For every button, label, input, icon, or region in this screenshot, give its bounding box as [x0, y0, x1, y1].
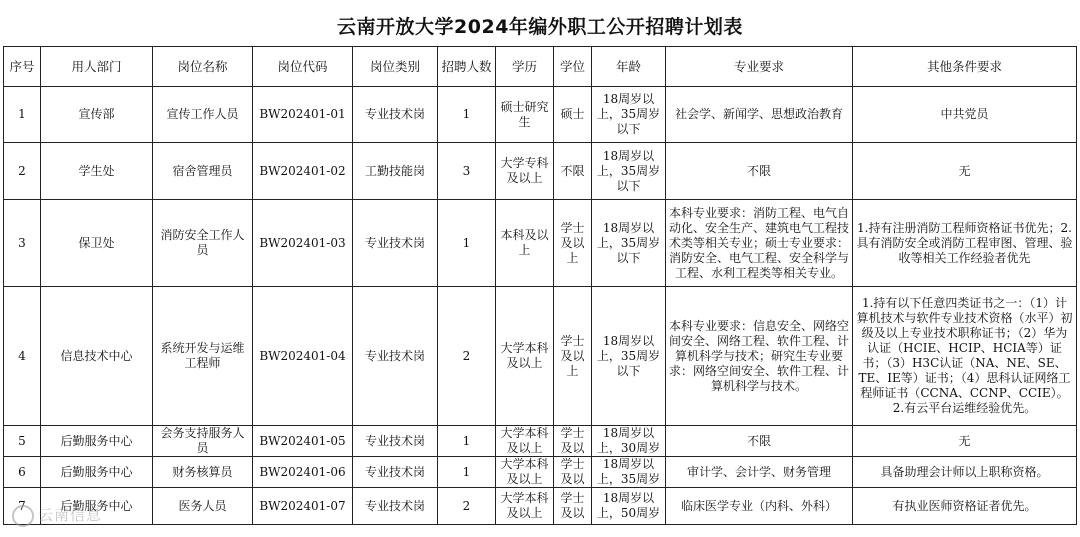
cell-major: 不限: [666, 426, 853, 457]
cell-position: 宣传工作人员: [153, 87, 253, 143]
header-dept: 用人部门: [41, 47, 153, 87]
cell-position: 会务支持服务人员: [153, 426, 253, 457]
cell-education: 硕士研究生: [496, 87, 554, 143]
table-row: [4, 457, 1077, 488]
cell-code: BW202401-04: [253, 287, 353, 426]
page-title: 云南开放大学2024年编外职工公开招聘计划表: [337, 16, 743, 38]
cell-position: 消防安全工作人员: [153, 200, 253, 287]
header-count: 招聘人数: [438, 47, 496, 87]
cell-position: 财务核算员: [153, 457, 253, 488]
table-row: [4, 200, 1077, 287]
cell-degree: 不限: [554, 143, 592, 200]
cell-degree: 学士及以: [554, 488, 592, 525]
cell-education: 大学本科及以上: [496, 287, 554, 426]
cell-code: BW202401-06: [253, 457, 353, 488]
header-position: 岗位名称: [153, 47, 253, 87]
cell-age: 18周岁以上，35周岁: [592, 457, 666, 488]
cell-code: BW202401-07: [253, 488, 353, 525]
cell-degree: 学士及以: [554, 426, 592, 457]
recruitment-plan-table: [3, 46, 1077, 525]
cell-category: 专业技术岗: [353, 287, 438, 426]
cell-other: 1.持有以下任意四类证书之一：（1）计算机技术与软件专业技术资格（水平）初级及以上专业技术职称证书；（2）华为认证（HCIE、HCIP、HCIA等）证书；（3）H3C认证（NA、NE、SE、TE、IE等）证书；（4）思科认证网络工程师证书（CCNA、CCNP、CCIE）。2.有云平台运维经验优先。: [853, 287, 1077, 426]
cell-degree: 学士及以上: [554, 200, 592, 287]
cell-dept: 保卫处: [41, 200, 153, 287]
table-header-row: [4, 47, 1077, 87]
cell-count: 3: [438, 143, 496, 200]
cell-category: 工勤技能岗: [353, 143, 438, 200]
cell-dept: 后勤服务中心: [41, 457, 153, 488]
cell-code: BW202401-02: [253, 143, 353, 200]
cell-no: 1: [4, 87, 41, 143]
header-age: 年龄: [592, 47, 666, 87]
cell-category: 专业技术岗: [353, 426, 438, 457]
cell-age: 18周岁以上，35周岁以下: [592, 200, 666, 287]
table-row: [4, 143, 1077, 200]
cell-count: 1: [438, 457, 496, 488]
cell-age: 18周岁以上，30周岁: [592, 426, 666, 457]
cell-position: 宿舍管理员: [153, 143, 253, 200]
cell-other: 1.持有注册消防工程师资格证书优先；2.具有消防安全或消防工程审图、管理、验收等相关工作经验者优先: [853, 200, 1077, 287]
table-row: [4, 87, 1077, 143]
cell-code: BW202401-01: [253, 87, 353, 143]
cell-degree: 学士及以上: [554, 287, 592, 426]
cell-code: BW202401-03: [253, 200, 353, 287]
cell-major: 不限: [666, 143, 853, 200]
cell-dept: 宣传部: [41, 87, 153, 143]
watermark: [12, 504, 102, 527]
cell-category: 专业技术岗: [353, 87, 438, 143]
cell-major: 本科专业要求：消防工程、电气自动化、安全生产、建筑电气工程技术类等相关专业；硕士专业要求：消防安全、电气工程、安全科学与工程、水利工程类等相关专业。: [666, 200, 853, 287]
cell-dept: 后勤服务中心: [41, 426, 153, 457]
cell-major: 本科专业要求：信息安全、网络空间安全、网络工程、软件工程、计算机科学与技术；研究生专业要求：网络空间安全、软件工程、计算机科学与技术。: [666, 287, 853, 426]
cell-education: 大学本科及以上: [496, 426, 554, 457]
table-row: [4, 426, 1077, 457]
cell-category: 专业技术岗: [353, 200, 438, 287]
cell-dept: 后勤服务中心: [41, 488, 153, 525]
cell-position: 系统开发与运维工程师: [153, 287, 253, 426]
cell-degree: 硕士: [554, 87, 592, 143]
header-other: 其他条件要求: [853, 47, 1077, 87]
cell-no: 4: [4, 287, 41, 426]
cell-education: 大学本科及以上: [496, 488, 554, 525]
cell-count: 1: [438, 87, 496, 143]
cell-no: 5: [4, 426, 41, 457]
cell-count: 1: [438, 200, 496, 287]
cell-age: 18周岁以上，35周岁以下: [592, 287, 666, 426]
cell-degree: 学士及以: [554, 457, 592, 488]
cell-other: 无: [853, 143, 1077, 200]
cell-age: 18周岁以上，50周岁: [592, 488, 666, 525]
header-code: 岗位代码: [253, 47, 353, 87]
cell-other: 具备助理会计师以上职称资格。: [853, 457, 1077, 488]
cell-education: 大学本科及以上: [496, 457, 554, 488]
cell-major: 临床医学专业（内科、外科）: [666, 488, 853, 525]
watermark-text: 云南信息: [38, 506, 103, 524]
cell-other: 中共党员: [853, 87, 1077, 143]
cell-category: 专业技术岗: [353, 457, 438, 488]
cell-major: 社会学、新闻学、思想政治教育: [666, 87, 853, 143]
cell-dept: 信息技术中心: [41, 287, 153, 426]
table-row: [4, 287, 1077, 426]
header-no: 序号: [4, 47, 41, 87]
cell-count: 2: [438, 488, 496, 525]
watermark-logo-icon: [12, 505, 34, 527]
cell-age: 18周岁以上，35周岁以下: [592, 87, 666, 143]
cell-no: 6: [4, 457, 41, 488]
cell-dept: 学生处: [41, 143, 153, 200]
cell-count: 1: [438, 426, 496, 457]
header-category: 岗位类别: [353, 47, 438, 87]
cell-no: 3: [4, 200, 41, 287]
cell-category: 专业技术岗: [353, 488, 438, 525]
cell-age: 18周岁以上，35周岁以下: [592, 143, 666, 200]
cell-no: 7: [4, 488, 41, 525]
cell-no: 2: [4, 143, 41, 200]
cell-other: 无: [853, 426, 1077, 457]
cell-count: 2: [438, 287, 496, 426]
cell-education: 本科及以上: [496, 200, 554, 287]
header-degree: 学位: [554, 47, 592, 87]
header-major: 专业要求: [666, 47, 853, 87]
header-education: 学历: [496, 47, 554, 87]
table-row: [4, 488, 1077, 525]
cell-major: 审计学、会计学、财务管理: [666, 457, 853, 488]
cell-education: 大学专科及以上: [496, 143, 554, 200]
cell-code: BW202401-05: [253, 426, 353, 457]
cell-position: 医务人员: [153, 488, 253, 525]
cell-other: 有执业医师资格证者优先。: [853, 488, 1077, 525]
